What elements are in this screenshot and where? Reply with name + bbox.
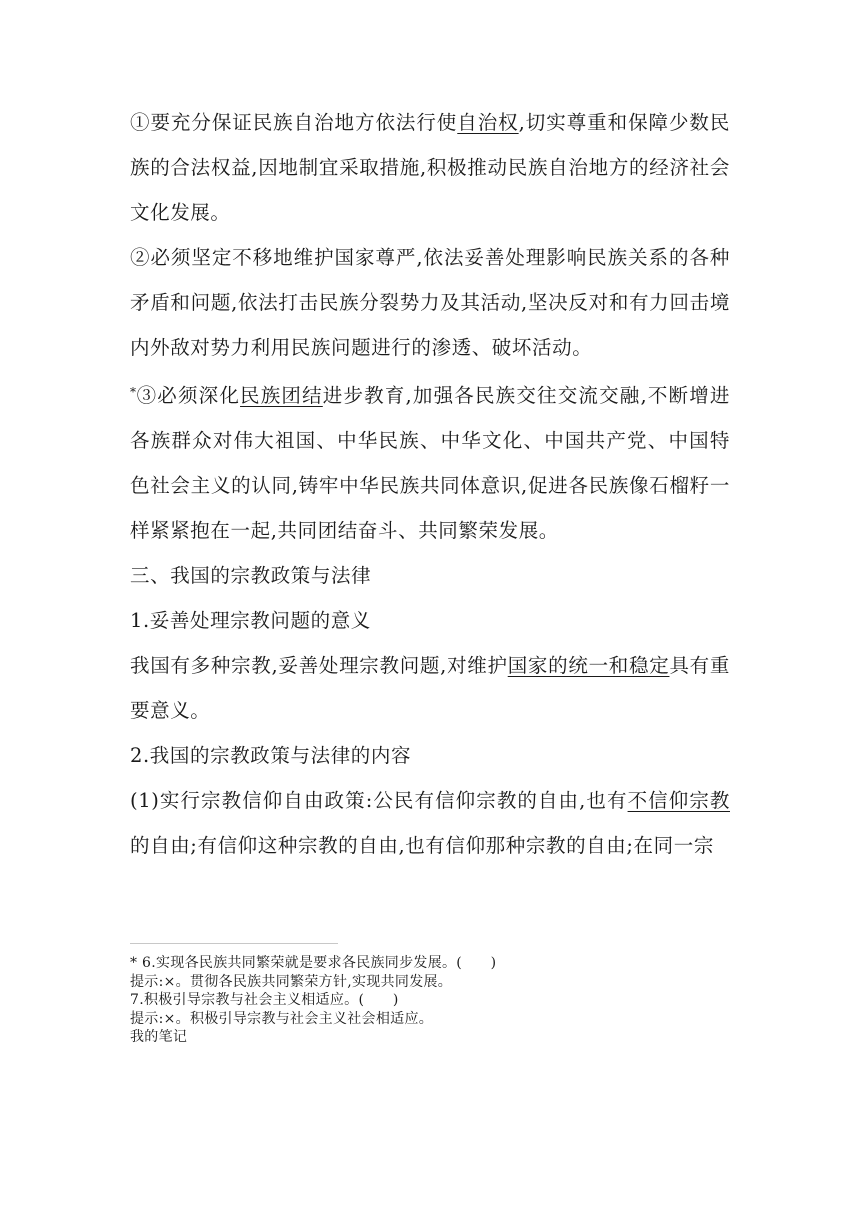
section-heading-religion-policy: 三、我国的宗教政策与法律 bbox=[130, 564, 372, 587]
underlined-term-ethnic-unity: 民族团结 bbox=[240, 384, 323, 407]
footnote-hint-6: 提示:×。贯彻各民族共同繁荣方针,实现共同发展。 bbox=[130, 973, 453, 990]
subheading-policy-content: 2.我国的宗教政策与法律的内容 bbox=[130, 744, 412, 767]
paragraph-ethnic-unity bbox=[130, 370, 730, 553]
my-notes-label: 我的笔记 bbox=[130, 1029, 188, 1045]
underlined-term-non-belief: 不信仰宗教 bbox=[627, 789, 730, 812]
footnote-divider bbox=[130, 943, 338, 944]
paragraph-text: ,切实尊重和保障少数民族的合法权益,因地制宜采取措施,积极推动民族自治地方的经济社会文化发展。 bbox=[130, 111, 730, 224]
paragraph-national-dignity: ②必须坚定不移地维护国家尊严,依法妥善处理影响民族关系的各种矛盾和问题,依法打击民族分裂势力及其活动,坚决反对和有力回击境内外敌对势力利用民族问题进行的渗透、破坏活动。 bbox=[130, 246, 730, 359]
paragraph-text: 进步教育,加强各民族交往交流交融,不断增进各族群众对伟大祖国、中华民族、中华文化、中国共产党、中国特色社会主义的认同,铸牢中华民族共同体意识,促进各民族像石榴籽一样紧紧抱在一起,共同团结奋斗、共同繁荣发展。 bbox=[130, 384, 730, 542]
paragraph-text: ③必须深化 bbox=[136, 384, 241, 407]
asterisk-mark: * bbox=[130, 385, 136, 399]
paragraph-text: 的自由;有信仰这种宗教的自由,也有信仰那种宗教的自由;在同一宗 bbox=[130, 834, 714, 857]
underlined-term-unity-stability: 国家的统一和稳定 bbox=[507, 654, 670, 677]
subheading-significance: 1.妥善处理宗教问题的意义 bbox=[130, 609, 371, 632]
footnote-question-7: 7.积极引导宗教与社会主义相适应。( ) bbox=[130, 992, 399, 1008]
paragraph-significance bbox=[130, 643, 730, 733]
footnote-hint-7: 提示:×。积极引导宗教与社会主义社会相适应。 bbox=[130, 1010, 434, 1027]
footnote-area bbox=[130, 943, 730, 1047]
paragraph-text: ①要充分保证民族自治地方依法行使 bbox=[130, 111, 458, 134]
main-content bbox=[130, 100, 730, 868]
underlined-term-autonomy-right: 自治权 bbox=[457, 111, 519, 134]
footnote-question-6: * 6.实现各民族共同繁荣就是要求各民族同步发展。( ) bbox=[130, 955, 497, 971]
paragraph-text: (1)实行宗教信仰自由政策:公民有信仰宗教的自由,也有 bbox=[130, 789, 628, 812]
paragraph-text: 具有重要意义。 bbox=[130, 654, 730, 722]
paragraph-religious-freedom bbox=[130, 778, 730, 868]
paragraph-text: 我国有多种宗教,妥善处理宗教问题,对维护 bbox=[130, 654, 508, 677]
paragraph-autonomy bbox=[130, 100, 730, 235]
